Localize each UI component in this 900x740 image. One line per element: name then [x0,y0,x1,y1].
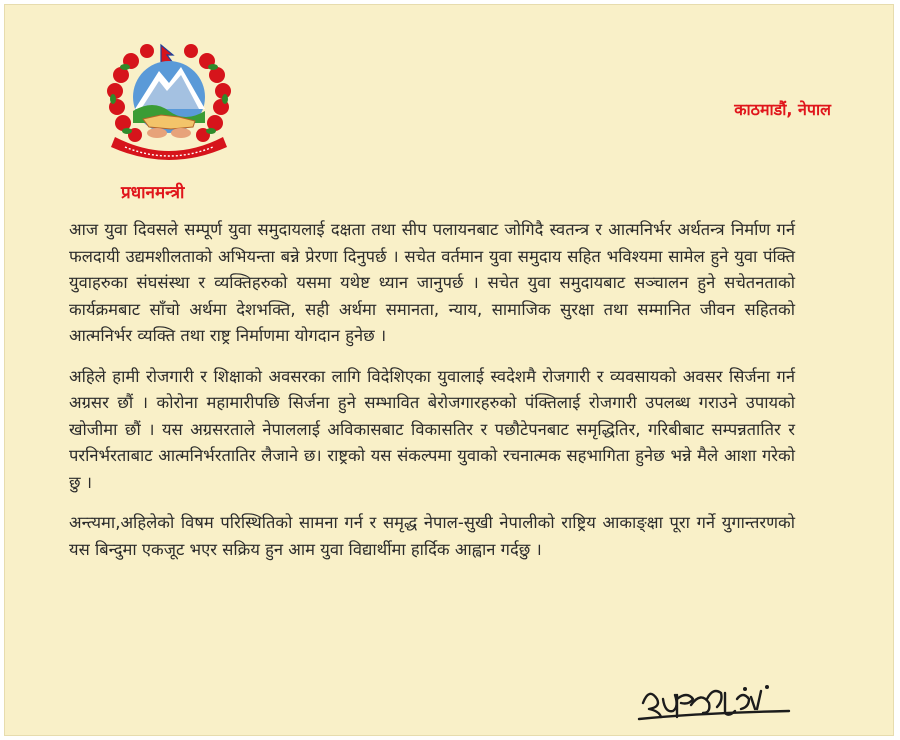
handwritten-signature-icon [633,669,803,735]
message-paragraph-2: अहिले हामी रोजगारी र शिक्षाको अवसरका लागि विदेशिएका युवालाई स्वदेशमै रोजगारी र व्यवसायको अवसर सिर्जना गर्न अग्रसर छौं । कोरोना महामारीपछि सिर्जना हुने सम्भावित बेरोजगारहरुको पंक्तिलाई रोजगारी उपलब्ध गराउने उपायको खोजीमा छौं । यस अग्रसरताले नेपाललाई अविकासबाट विकासतिर र पछौटेपनबाट समृद्धितिर, गरिबीबाट सम्पन्नतातिर र परनिर्भरताबाट आत्मनिर्भरतातिर लैजाने छ। राष्ट्रको यस संकल्पमा युवाको रचनात्मक सहभागिता हुनेछ भन्ने मैले आशा गरेको छु । [69,366,795,492]
nepal-national-emblem-icon [101,41,237,169]
place-label: काठमाडौं, नेपाल [734,100,831,119]
message-paragraph-1: आज युवा दिवसले सम्पूर्ण युवा समुदायलाई दक्षता तथा सीप पलायनबाट जोगिदै स्वतन्त्र र आत्मनिर्भर अर्थतन्त्र निर्माण गर्न फलदायी उद्यमशीलताको अभियन्ता बन्ने प्रेरणा दिनुपर्छ । सचेत वर्तमान युवा समुदाय सहित भविश्यमा सामेल हुने युवा पंक्ति युवाहरुका संघसंस्था र व्यक्तिहरुको यसमा यथेष्ट ध्यान जानुपर्छ । सचेत युवा समुदायबाट सञ्चालन हुने सचेतनताको कार्यक्रमबाट साँचो अर्थमा देशभक्ति, सही अर्थमा समानता, न्याय, सामाजिक सुरक्षा तथा सम्मानित जीवन सहितको आत्मनिर्भर व्यक्ति तथा राष्ट्र निर्माणमा योगदान हुनेछ । [69,220,795,345]
message-body [69,217,795,577]
letter-page [4,4,894,736]
office-title: प्रधानमन्त्री [121,183,185,203]
message-paragraph-3: अन्त्यमा,अहिलेको विषम परिस्थितिको सामना गर्न र समृद्ध नेपाल-सुखी नेपालीको राष्ट्रिय आकाङ्क्षा पूरा गर्ने युगान्तरणको यस बिन्दुमा एकजूट भएर सक्रिय हुन आम युवा विद्यार्थीमा हार्दिक आह्वान गर्दछु । [69,513,795,559]
